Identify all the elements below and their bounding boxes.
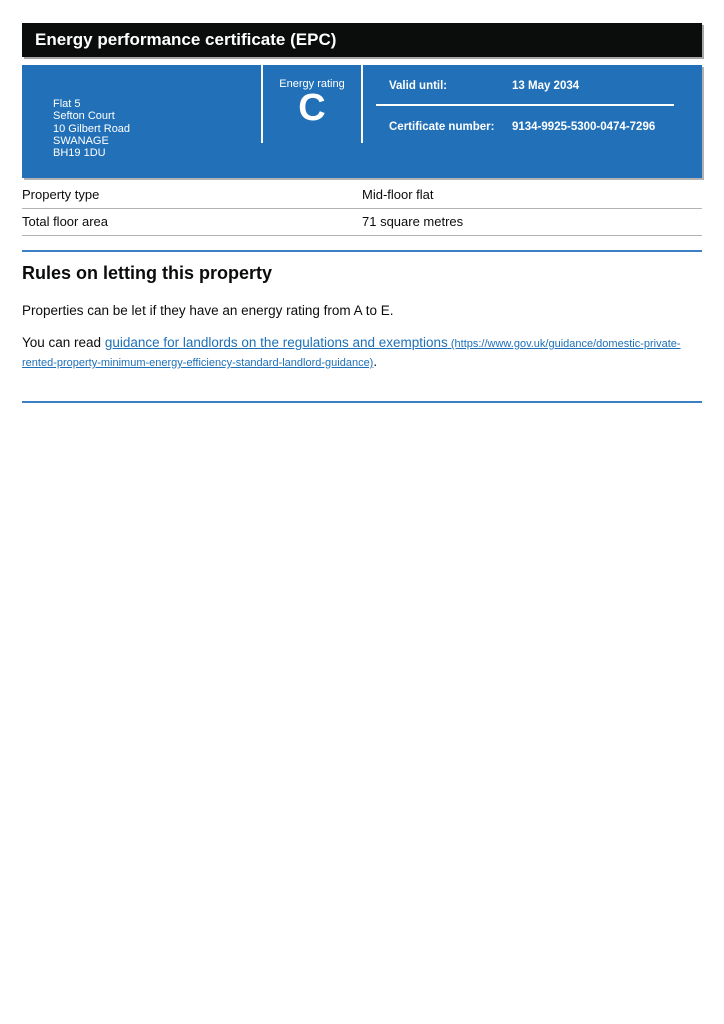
valid-until-label: Valid until: [389, 80, 448, 92]
energy-rating-panel [261, 65, 363, 143]
letting-rule-text: Properties can be let if they have an energy rating from A to E. [22, 303, 394, 318]
certificate-number-value: 9134-9925-5300-0474-7296 [512, 121, 656, 133]
row-label: Property type [22, 187, 100, 202]
validity-divider [376, 104, 674, 106]
row-value: 71 square metres [362, 214, 464, 229]
address-line: BH19 1DU [53, 147, 106, 160]
table-row [22, 182, 702, 209]
valid-until-value: 13 May 2034 [512, 80, 580, 92]
energy-rating-label: Energy rating [279, 78, 345, 90]
property-summary-table [22, 182, 702, 236]
property-address [22, 65, 261, 178]
address-line: 10 Gilbert Road [53, 122, 131, 135]
table-row [22, 209, 702, 236]
certificate-page [0, 0, 724, 403]
landlord-guidance-link[interactable] [22, 335, 681, 369]
guidance-paragraph [22, 334, 702, 372]
page-title: Energy performance certificate (EPC) [22, 23, 702, 57]
guidance-text-prefix: You can read [22, 335, 105, 350]
validity-panel [363, 65, 702, 178]
certificate-number-row [376, 121, 674, 133]
energy-rating-value: C [298, 87, 326, 129]
bottom-section-divider [22, 401, 702, 403]
address-line: SWANAGE [53, 134, 109, 147]
address-line: Flat 5 [53, 98, 81, 110]
epc-summary-box [22, 65, 702, 178]
section-divider [22, 250, 702, 252]
guidance-link-url[interactable]: (https://www.gov.uk/guidance/domestic-private-rented-property-minimum-energy-efficiency-standard-landlord-guidance) [22, 338, 681, 369]
certificate-number-label: Certificate number: [389, 121, 495, 133]
guidance-link-text[interactable]: guidance for landlords on the regulations and exemptions [104, 335, 448, 350]
row-value: Mid-floor flat [362, 187, 434, 202]
address-line: Sefton Court [53, 110, 115, 123]
valid-until-row [376, 65, 674, 92]
row-label: Total floor area [22, 214, 108, 229]
guidance-text-suffix: . [373, 354, 378, 369]
rules-section-heading: Rules on letting this property [22, 263, 273, 283]
